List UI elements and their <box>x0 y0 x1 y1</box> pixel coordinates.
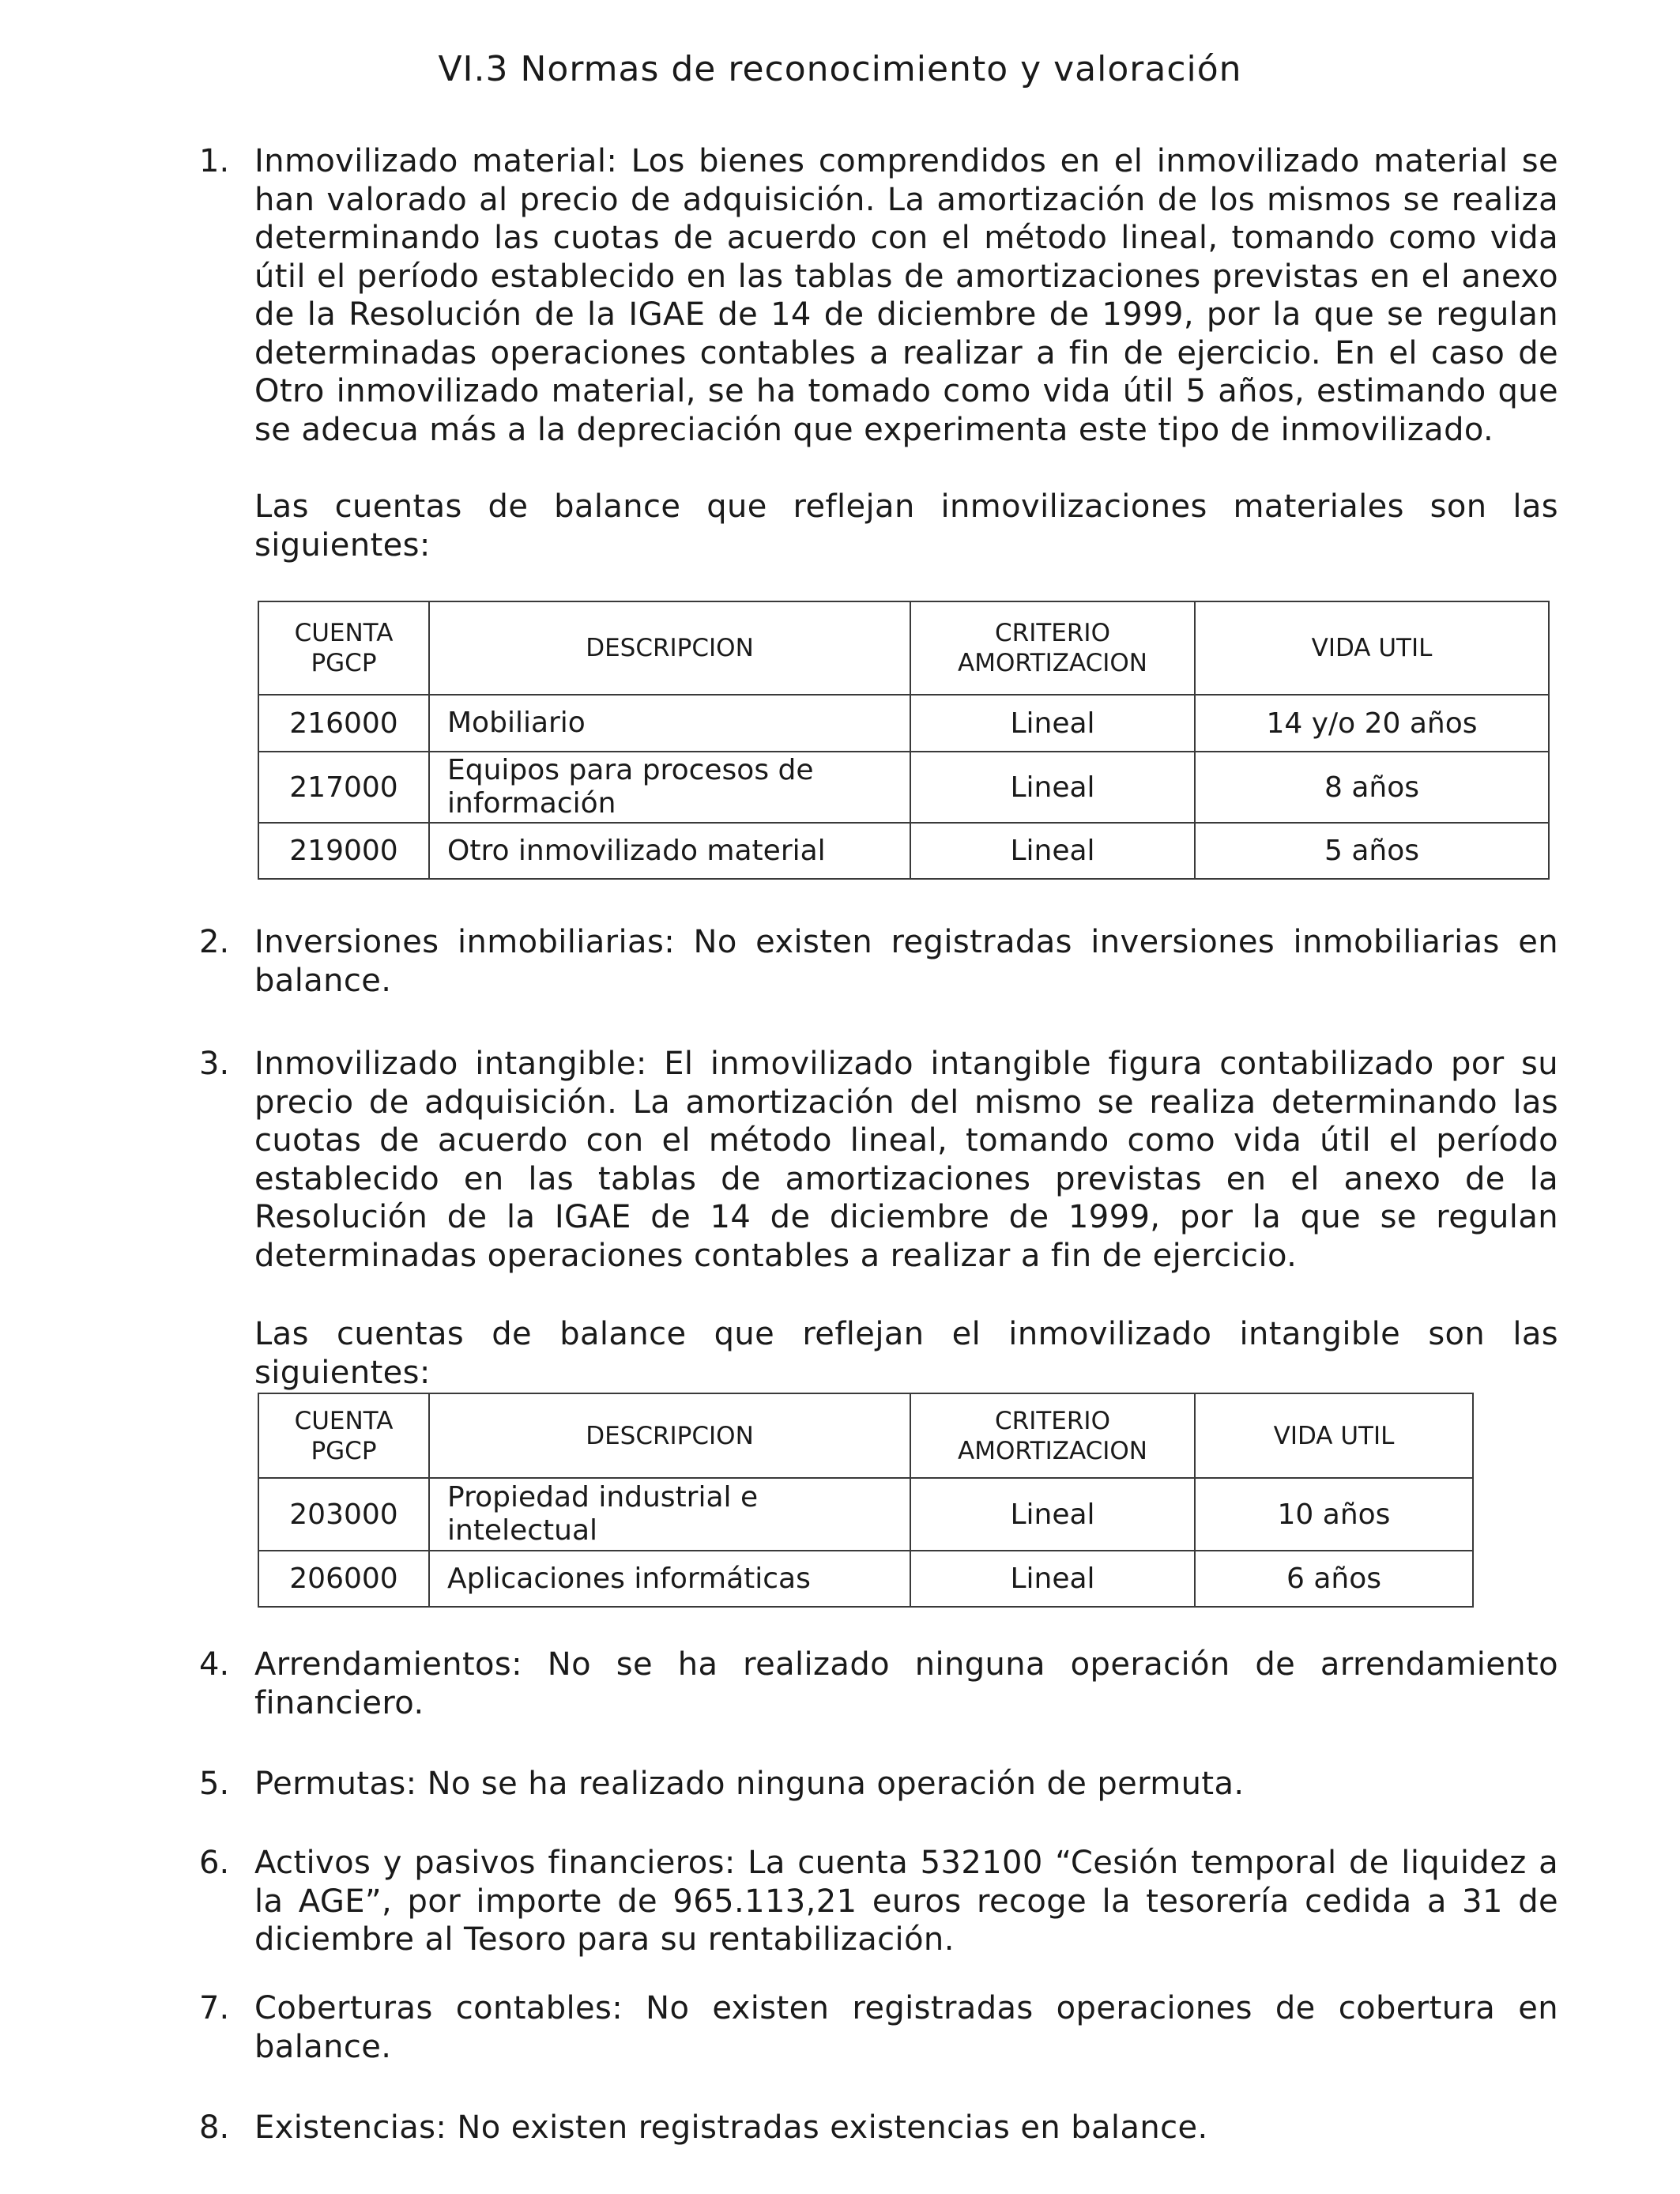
item-text: Coberturas contables: No existen registradas operaciones de cobertura en balance. <box>254 1990 1558 2065</box>
cell-criterio: Lineal <box>910 1478 1195 1551</box>
item-number: 3. <box>199 1046 230 1082</box>
table-header-row <box>258 601 1549 695</box>
item-text: Permutas: No se ha realizado ninguna operación de permuta. <box>254 1766 1245 1802</box>
header-cuenta: CUENTA PGCP <box>258 601 429 695</box>
item-number: 4. <box>199 1646 230 1683</box>
cell-criterio: Lineal <box>910 695 1195 752</box>
item-text: Inmovilizado material: Los bienes comprendidos en el inmovilizado material se han valorado al precio de adquisición. La amortización de los mismos se realiza determinando las cuotas de acuerdo con el método lineal, tomando como vida útil el período establecido en las tablas de amortizaciones previstas en el anexo de la Resolución de la IGAE de 14 de diciembre de 1999, por la que se regulan determinadas operaciones contables a realizar a fin de ejercicio. En el caso de Otro inmovilizado material, se ha tomado como vida útil 5 años, estimando que se adecua más a la depreciación que experimenta este tipo de inmovilizado. <box>254 143 1558 448</box>
table-inmovilizado-material <box>258 601 1550 880</box>
cell-vida-util: 14 y/o 20 años <box>1195 695 1549 752</box>
item-number: 5. <box>199 1766 230 1802</box>
item-text: Inversiones inmobiliarias: No existen registradas inversiones inmobiliarias en balance. <box>254 924 1558 999</box>
cell-cuenta: 203000 <box>258 1478 429 1551</box>
intro-paragraph-material: Las cuentas de balance que reflejan inmovilizaciones materiales son las siguientes: <box>254 488 1558 564</box>
item-number: 1. <box>199 143 230 179</box>
header-criterio: CRITERIO AMORTIZACION <box>910 601 1195 695</box>
cell-cuenta: 219000 <box>258 823 429 879</box>
cell-cuenta: 217000 <box>258 752 429 823</box>
header-criterio: CRITERIO AMORTIZACION <box>910 1393 1195 1478</box>
item-text: Arrendamientos: No se ha realizado ninguna operación de arrendamiento financiero. <box>254 1646 1558 1721</box>
cell-vida-util: 8 años <box>1195 752 1549 823</box>
cell-cuenta: 216000 <box>258 695 429 752</box>
cell-vida-util: 6 años <box>1195 1551 1473 1607</box>
intro-paragraph-intangible: Las cuentas de balance que reflejan el inmovilizado intangible son las siguientes: <box>254 1316 1558 1391</box>
item-text: Inmovilizado intangible: El inmovilizado intangible figura contabilizado por su precio de adquisición. La amortización del mismo se realiza determinando las cuotas de acuerdo con el método lineal, tomando como vida útil el período establecido en las tablas de amortizaciones previstas en el anexo de la Resolución de la IGAE de 14 de diciembre de 1999, por la que se regulan determinadas operaciones contables a realizar a fin de ejercicio. <box>254 1046 1558 1274</box>
header-vida-util: VIDA UTIL <box>1195 1393 1473 1478</box>
table-inmovilizado-intangible <box>258 1393 1474 1608</box>
item-number: 8. <box>199 2109 230 2146</box>
cell-descripcion: Otro inmovilizado material <box>429 823 910 879</box>
table-row <box>258 752 1549 823</box>
item-number: 7. <box>199 1990 230 2026</box>
table-row <box>258 1551 1473 1607</box>
table-row <box>258 1478 1473 1551</box>
header-vida-util: VIDA UTIL <box>1195 601 1549 695</box>
cell-descripcion: Aplicaciones informáticas <box>429 1551 910 1607</box>
table-row <box>258 695 1549 752</box>
table-header-row <box>258 1393 1473 1478</box>
item-text: Existencias: No existen registradas existencias en balance. <box>254 2109 1208 2146</box>
item-number: 6. <box>199 1845 230 1881</box>
cell-criterio: Lineal <box>910 1551 1195 1607</box>
cell-descripcion: Equipos para procesos de información <box>429 752 910 823</box>
cell-criterio: Lineal <box>910 752 1195 823</box>
page-title: VI.3 Normas de reconocimiento y valoración <box>438 49 1242 89</box>
header-descripcion: DESCRIPCION <box>429 1393 910 1478</box>
cell-cuenta: 206000 <box>258 1551 429 1607</box>
cell-descripcion: Mobiliario <box>429 695 910 752</box>
item-number: 2. <box>199 924 230 960</box>
cell-descripcion: Propiedad industrial e intelectual <box>429 1478 910 1551</box>
header-cuenta: CUENTA PGCP <box>258 1393 429 1478</box>
cell-criterio: Lineal <box>910 823 1195 879</box>
cell-vida-util: 10 años <box>1195 1478 1473 1551</box>
table-row <box>258 823 1549 879</box>
cell-vida-util: 5 años <box>1195 823 1549 879</box>
item-text: Activos y pasivos financieros: La cuenta 532100 “Cesión temporal de liquidez a la AGE”, por importe de 965.113,21 euros recoge la tesorería cedida a 31 de diciembre al Tesoro para su rentabilización. <box>254 1845 1558 1958</box>
header-descripcion: DESCRIPCION <box>429 601 910 695</box>
